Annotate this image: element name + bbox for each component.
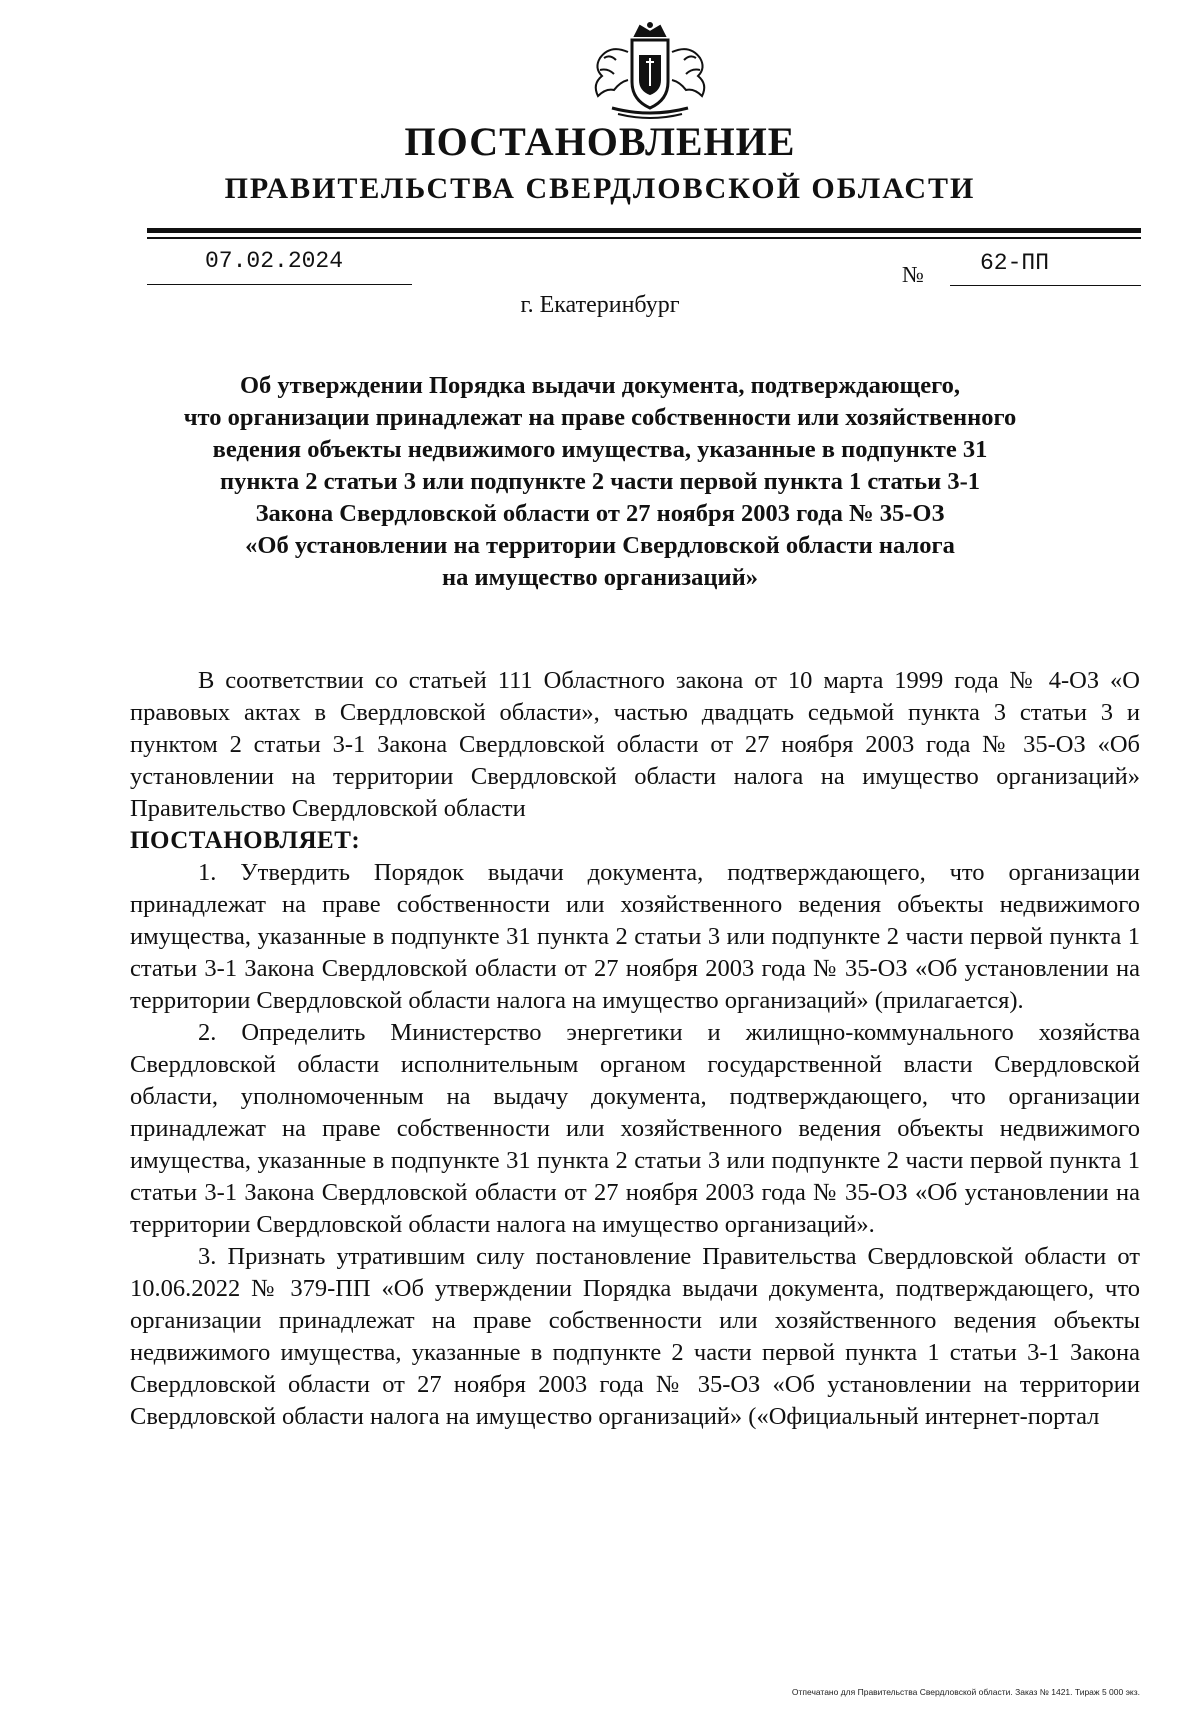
- item-3-paragraph: 3. Признать утратившим силу постановление Правительства Свердловской области от 10.06.2022 № 379-ПП «Об утверждении Порядка выдачи документа, подтверждающего, что организации принадлежат на праве собственности или хозяйственного ведения объекты недвижимого имущества, указанные в подпункте 2 части первой пункта 1 статьи 3-1 Закона Свердловской области от 27 ноября 2003 года № 35-ОЗ «Об установлении на территории Свердловской области налога на имущество организаций» («Официальный интернет-портал: [130, 1243, 1140, 1430]
- number-underline: [950, 285, 1141, 286]
- header-divider-thick: [147, 228, 1141, 233]
- city: г. Екатеринбург: [520, 292, 680, 318]
- number-label: №: [902, 262, 924, 287]
- sverdlovsk-coat-of-arms-icon: [570, 22, 730, 122]
- document-heading: [0, 370, 1200, 594]
- heading-line: Об утверждении Порядка выдачи документа, подтверждающего,: [240, 372, 960, 399]
- decree-word: ПОСТАНОВЛЯЕТ:: [130, 827, 361, 854]
- document-number: 62-ПП: [980, 250, 1050, 276]
- issuer-title: ПРАВИТЕЛЬСТВА СВЕРДЛОВСКОЙ ОБЛАСТИ: [224, 172, 976, 205]
- item-1-paragraph: 1. Утвердить Порядок выдачи документа, подтверждающего, что организации принадлежат на праве собственности или хозяйственного ведения объекты недвижимого имущества, указанные в подпункте 31 пункта 2 статьи 3 или подпункте 2 части первой пункта 1 статьи 3-1 Закона Свердловской области от 27 ноября 2003 года № 35-ОЗ «Об установлении на территории Свердловской области налога на имущество организаций» (прилагается).: [130, 859, 1140, 1014]
- heading-line: Закона Свердловской области от 27 ноября 2003 года № 35-ОЗ: [255, 500, 945, 527]
- document-date: 07.02.2024: [205, 248, 344, 274]
- document-type-title: ПОСТАНОВЛЕНИЕ: [404, 119, 796, 164]
- document-body: [130, 665, 1140, 1433]
- preamble-paragraph: В соответствии со статьей 111 Областного закона от 10 марта 1999 года № 4-ОЗ «О правовых актах в Свердловской области», частью двадцать седьмой пункта 3 статьи 3 и пунктом 2 статьи 3-1 Закона Свердловской области от 27 ноября 2003 года № 35-ОЗ «Об установлении на территории Свердловской области налога на имущество организаций» Правительство Свердловской области: [130, 667, 1140, 822]
- heading-line: что организации принадлежат на праве собственности или хозяйственного: [183, 404, 1017, 431]
- heading-line: ведения объекты недвижимого имущества, указанные в подпункте 31: [212, 436, 988, 463]
- heading-line: на имущество организаций»: [442, 564, 758, 591]
- item-2-paragraph: 2. Определить Министерство энергетики и жилищно-коммунального хозяйства Свердловской области исполнительным органом государственной власти Свердловской области, уполномоченным на выдачу документа, подтверждающего, что организации принадлежат на праве собственности или хозяйственного ведения объекты недвижимого имущества, указанные в подпункте 31 пункта 2 статьи 3 или подпункте 2 части первой пункта 1 статьи 3-1 Закона Свердловской области от 27 ноября 2003 года № 35-ОЗ «Об установлении на территории Свердловской области налога на имущество организаций».: [130, 1019, 1140, 1238]
- date-underline: [147, 284, 412, 285]
- print-note: Отпечатано для Правительства Свердловской области. Заказ № 1421. Тираж 5 000 экз.: [791, 1687, 1140, 1697]
- heading-line: «Об установлении на территории Свердловской области налога: [245, 532, 955, 559]
- heading-line: пункта 2 статьи 3 или подпункте 2 части первой пункта 1 статьи 3-1: [219, 468, 981, 495]
- header-divider-thin: [147, 237, 1141, 239]
